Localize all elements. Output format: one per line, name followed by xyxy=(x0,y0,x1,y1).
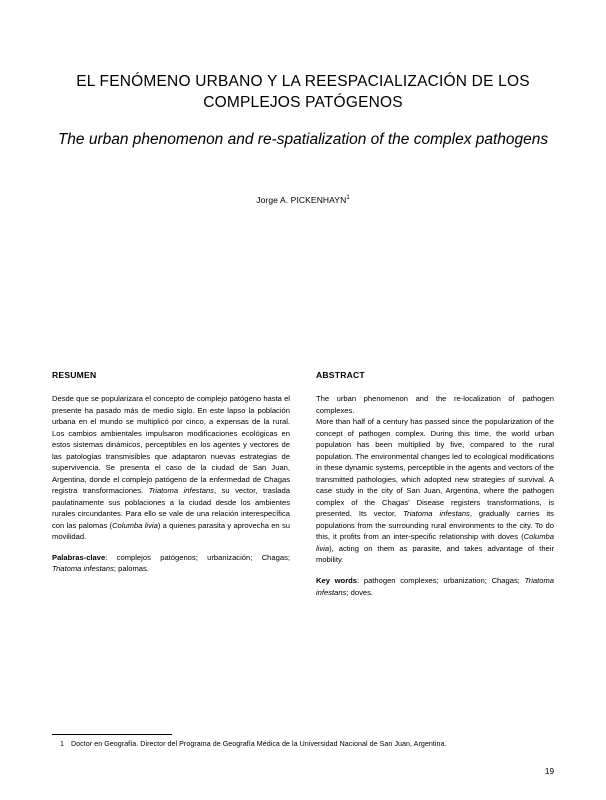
abstract-heading: ABSTRACT xyxy=(316,370,365,380)
palabras-clave-label: Palabras-clave xyxy=(52,552,106,562)
author-footnote-marker: 1 xyxy=(346,194,350,201)
footnote-divider xyxy=(52,734,172,735)
resumen-italic-2: Columba livia xyxy=(112,520,158,530)
resumen-heading: RESUMEN xyxy=(52,370,97,380)
title-block xyxy=(52,0,554,151)
abstract-italic-2: Columba livia xyxy=(316,532,554,553)
page-subtitle: The urban phenomenon and re-spatialization of the complex pathogens xyxy=(57,130,549,148)
abstract-text-c: ), acting on them as parasite, and takes advantage of their mobility. xyxy=(316,543,554,565)
palabras-clave xyxy=(52,552,290,575)
page-number: 19 xyxy=(544,767,554,776)
footnote-number: 1 xyxy=(60,740,64,748)
abstract-text-a: More than half of a century has passed since the popularization of the concept of pathogen complex. During this time, the world urban population has been multiplied by five, compared to the rural population. The environmental changes led to ecological modifications in these dynamic systems, perceptible in the agents and vectors of the transmitted pathologies, which adopted new strategies of survival. A case study in the city of San Juan, Argentina, where the pathogen complex of the Chagas' Disease registers transformations, is presented. Its vector, xyxy=(316,417,554,519)
palabras-clave-b: ; palomas. xyxy=(113,564,149,574)
palabras-clave-italic: Triatoma infestans xyxy=(52,564,114,574)
resumen-italic-1: Triatoma infestans xyxy=(148,486,214,496)
abstract-paragraph-2 xyxy=(316,416,554,566)
key-words-a: : pathogen complexes; urbanization; Chagas; xyxy=(357,575,525,585)
key-words xyxy=(316,575,554,598)
resumen-text-c: ) a quienes parasita y aprovecha en su movilidad. xyxy=(52,520,290,542)
resumen-text-a: Desde que se popularizara el concepto de complejo patógeno hasta el presente ha pasado más de medio siglo. En este lapso la población urbana en el mundo se multiplicó por cinco, a expensas de la rural. Los cambios ambientales impulsaron modificaciones ecológicas en estos sistemas dinámicos, perceptibles en los agentes y vectores de las patologías transmisibles que adaptaron nuevas estrategias de supervivencia. Se presenta el caso de la ciudad de San Juan, Argentina, donde el complejo patógeno de la enfermedad de Chagas registra transformaciones. xyxy=(52,394,290,496)
abstract-english xyxy=(316,370,554,598)
key-words-italic: Triatoma infestans xyxy=(316,575,554,597)
key-words-label: Key words xyxy=(316,575,358,585)
resumen-paragraph xyxy=(52,393,290,543)
abstract-spanish xyxy=(52,370,290,598)
author-line xyxy=(52,195,554,205)
page-title: EL FENÓMENO URBANO Y LA REESPACIALIZACIÓN DE LOS COMPLEJOS PATÓGENOS xyxy=(76,73,530,111)
abstract-text-b: , gradually carries its populations from the surrounding rural environments to the city. To do this, it profits from an inter-specific relationship with doves ( xyxy=(316,509,554,542)
palabras-clave-a: : complejos patógenos; urbanización; Chagas; xyxy=(105,552,290,562)
footnote-text: Doctor en Geografía. Director del Programa de Geografía Médica de la Universidad Nacional de San Juan, Argentina. xyxy=(71,740,447,748)
abstract-columns xyxy=(52,370,554,598)
key-words-b: ; doves. xyxy=(346,587,373,597)
footnote xyxy=(60,740,447,748)
abstract-paragraph-1: The urban phenomenon and the re-localization of pathogen complexes. xyxy=(316,394,554,415)
resumen-text-b: , su vector, traslada paulatinamente sus poblaciones a la ciudad desde los ambientes rurales circundantes. Para ello se vale de una relación interespecífica con las palomas ( xyxy=(52,486,290,530)
author-name: Jorge A. PICKENHAYN xyxy=(256,194,347,205)
abstract-italic-1: Triatoma infestans xyxy=(403,509,470,519)
